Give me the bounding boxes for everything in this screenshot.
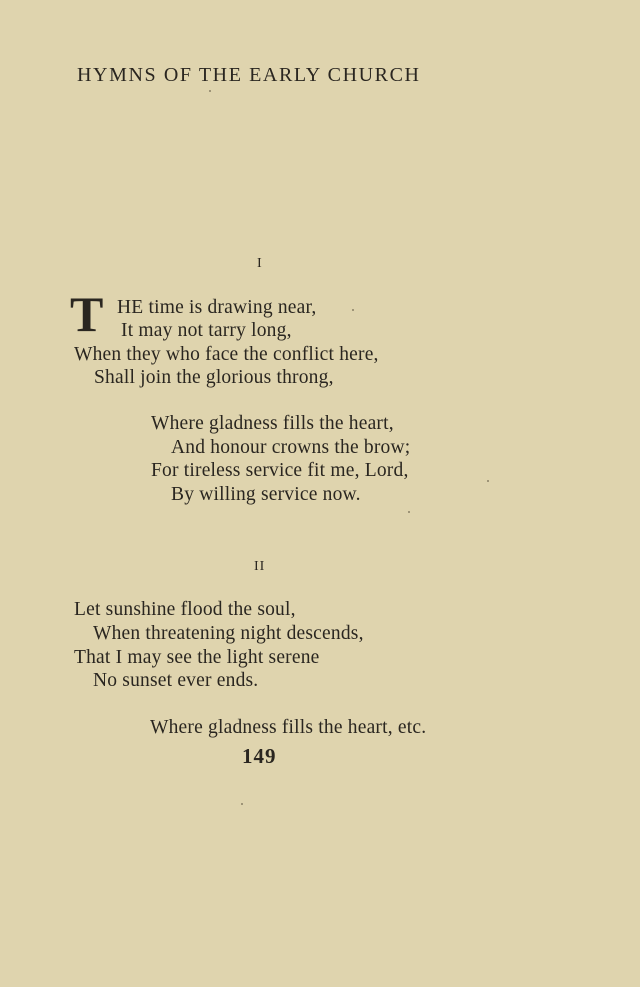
refrain-line: And honour crowns the brow; bbox=[171, 437, 411, 458]
refrain-line: For tireless service fit me, Lord, bbox=[151, 460, 409, 481]
verse-line: It may not tarry long, bbox=[121, 320, 292, 341]
verse-line: No sunset ever ends. bbox=[93, 670, 259, 691]
verse-line: When they who face the conflict here, bbox=[74, 344, 379, 365]
verse-line: Shall join the glorious throng, bbox=[94, 367, 334, 388]
verse-line: That I may see the light serene bbox=[74, 647, 320, 668]
drop-cap: T bbox=[70, 286, 104, 342]
verse-line: When threatening night descends, bbox=[93, 623, 364, 644]
page-number: 149 bbox=[242, 744, 277, 768]
refrain-cue: Where gladness fills the heart, etc. bbox=[150, 717, 427, 738]
refrain-line: By willing service now. bbox=[171, 484, 361, 505]
paper-speck bbox=[209, 90, 211, 92]
paper-speck bbox=[352, 309, 354, 311]
verse-line: HE time is drawing near, bbox=[117, 297, 317, 318]
paper-speck bbox=[487, 480, 489, 482]
verse-line: Let sunshine flood the soul, bbox=[74, 599, 296, 620]
stanza-numeral-two: II bbox=[254, 559, 266, 574]
refrain-line: Where gladness fills the heart, bbox=[151, 413, 394, 434]
paper-speck bbox=[408, 511, 410, 513]
running-head: HYMNS OF THE EARLY CHURCH bbox=[77, 64, 421, 86]
stanza-numeral-one: I bbox=[257, 256, 263, 271]
paper-speck bbox=[241, 803, 243, 805]
